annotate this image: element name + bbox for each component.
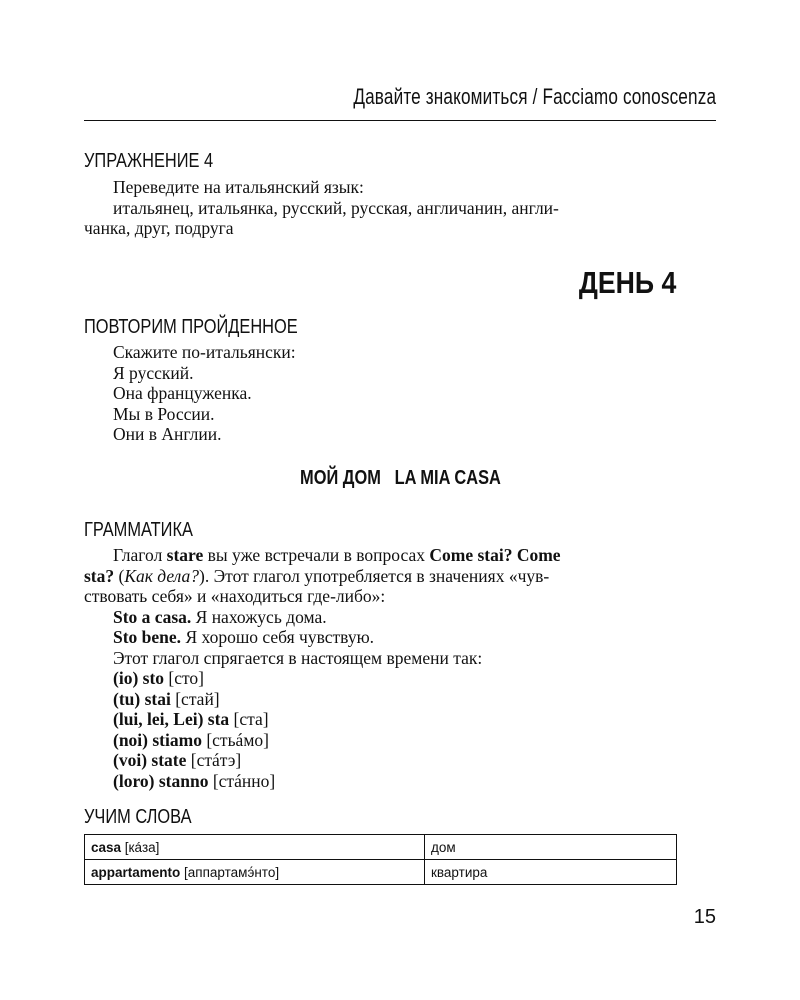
conjugation-row: (tu) stai [стай]: [113, 688, 220, 709]
grammar-line: Глагол stare вы уже встречали в вопросах Come stai? Come: [113, 545, 561, 565]
conjugation-row: (voi) state [стáтэ]: [113, 750, 242, 770]
review-line: Она француженка.: [113, 383, 252, 403]
page-number: 15: [693, 906, 716, 928]
review-heading: ПОВТОРИМ ПРОЙДЕННОЕ: [84, 316, 298, 338]
vocab-pron: [аппартамэ́нто]: [180, 864, 280, 880]
grammar-text: [84, 545, 561, 791]
lesson-subtitle: [0, 467, 800, 490]
day-title: ДЕНЬ 4: [578, 265, 676, 300]
grammar-example: Sto a casa. Я нахожусь дома.: [113, 606, 327, 627]
vocab-heading: УЧИМ СЛОВА: [84, 806, 192, 828]
vocab-word: appartamento: [91, 864, 181, 880]
review-line: Они в Англии.: [113, 424, 222, 444]
review-line: Мы в России.: [113, 403, 215, 424]
vocab-word-cell: [85, 860, 425, 885]
header-rule: [84, 120, 716, 121]
conjugation-row: (lui, lei, Lei) sta [ста]: [113, 709, 269, 729]
review-text: [84, 342, 296, 445]
conjugation-row: (loro) stanno [стáнно]: [113, 770, 276, 791]
table-row: [85, 860, 677, 885]
vocab-table: [84, 834, 677, 885]
vocab-translation: дом: [425, 835, 677, 860]
grammar-example: Sto bene. Я хорошо себя чувствую.: [113, 627, 375, 647]
grammar-line: sta? (Как дела?). Этот глагол употребляется в значениях «чув-: [84, 565, 550, 586]
vocab-translation: квартира: [425, 860, 677, 885]
vocab-word-cell: [85, 835, 425, 860]
review-line: Скажите по-итальянски:: [113, 342, 296, 362]
running-head: Давайте знакомиться / Facciamo conoscenza: [353, 84, 716, 109]
exercise-heading: УПРАЖНЕНИЕ 4: [84, 150, 214, 172]
exercise-line: Переведите на итальянский язык:: [113, 177, 364, 197]
grammar-heading: ГРАММАТИКА: [84, 519, 193, 541]
lesson-subtitle-text: МОЙ ДОМ LA MIA CASA: [299, 467, 501, 489]
exercise-text: [84, 177, 559, 239]
conjugation-row: (io) sto [сто]: [113, 668, 204, 688]
grammar-line: ствовать себя» и «находиться где-либо»:: [84, 586, 386, 606]
conjugation-intro: Этот глагол спрягается в настоящем времени так:: [113, 647, 483, 668]
exercise-line: чанка, друг, подруга: [84, 218, 234, 238]
vocab-word: casa: [91, 839, 122, 855]
table-row: [85, 835, 677, 860]
exercise-line: итальянец, итальянка, русский, русская, англичанин, англи-: [113, 197, 559, 218]
review-line: Я русский.: [113, 362, 194, 383]
vocab-pron: [кáза]: [121, 839, 160, 855]
conjugation-row: (noi) stiamo [стьáмо]: [113, 729, 269, 750]
